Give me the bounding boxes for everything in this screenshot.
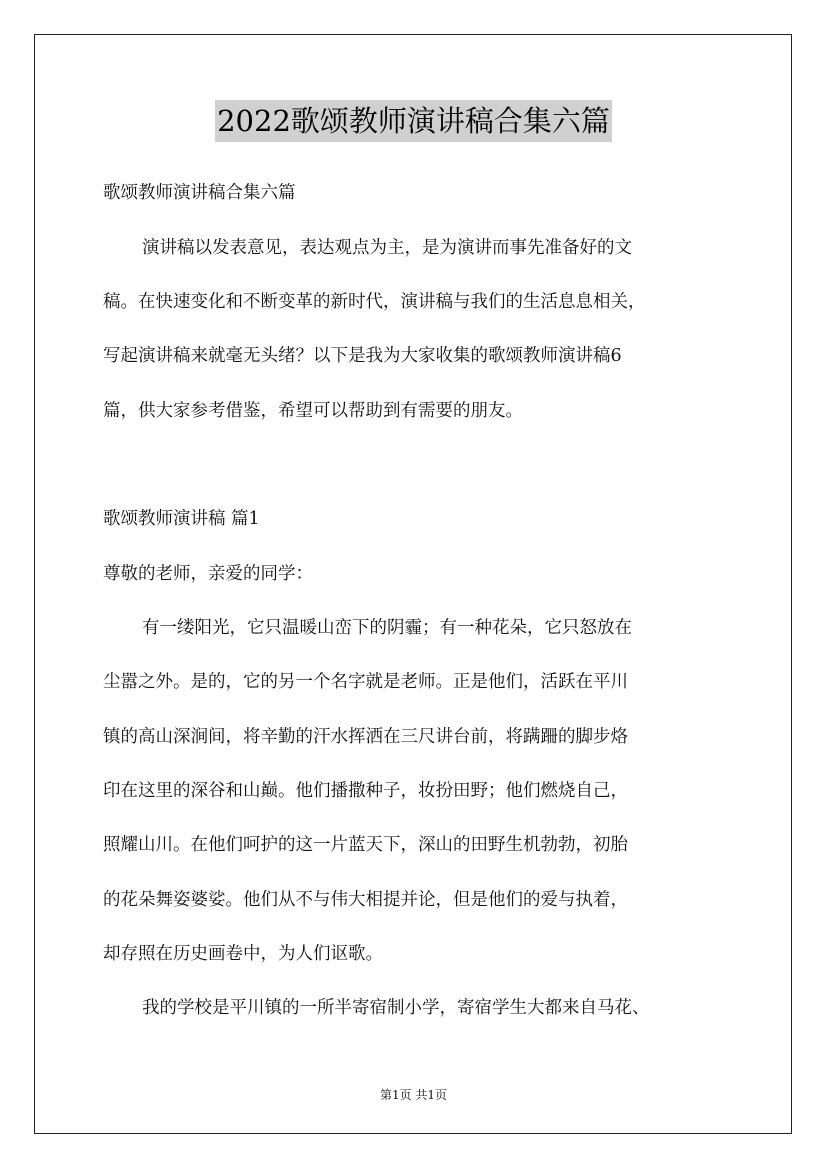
paragraph-line: 我的学校是平川镇的一所半寄宿制小学，寄宿学生大都来自马花、 — [142, 998, 650, 1018]
document-title: 2022歌颂教师演讲稿合集六篇 — [215, 100, 612, 142]
section-heading: 歌颂教师演讲稿 篇1 — [103, 509, 260, 529]
paragraph-line: 印在这里的深谷和山巅。他们播撒种子，妆扮田野；他们燃烧自己， — [103, 781, 628, 801]
title-container — [0, 100, 827, 142]
paragraph-line: 有一缕阳光，它只温暖山峦下的阴霾；有一种花朵，它只怒放在 — [142, 618, 632, 638]
paragraph-line: 照耀山川。在他们呵护的这一片蓝天下，深山的田野生机勃勃，初胎 — [103, 835, 628, 855]
paragraph-line: 篇，供大家参考借鉴，希望可以帮助到有需要的朋友。 — [103, 401, 523, 421]
salutation-line: 尊敬的老师，亲爱的同学： — [103, 564, 313, 584]
paragraph-line: 演讲稿以发表意见，表达观点为主，是为演讲而事先准备好的文 — [142, 238, 632, 258]
paragraph-line: 尘嚣之外。是的，它的另一个名字就是老师。正是他们，活跃在平川 — [103, 672, 628, 692]
paragraph-line: 写起演讲稿来就毫无头绪？以下是我为大家收集的歌颂教师演讲稿6 — [103, 346, 622, 366]
subtitle-line: 歌颂教师演讲稿合集六篇 — [103, 183, 296, 203]
paragraph-line: 镇的高山深涧间，将辛勤的汗水挥洒在三尺讲台前，将蹒跚的脚步烙 — [103, 727, 628, 747]
paragraph-line: 的花朵舞姿婆娑。他们从不与伟大相提并论，但是他们的爱与执着， — [103, 890, 628, 910]
paragraph-line: 却存照在历史画卷中，为人们讴歌。 — [103, 944, 383, 964]
paragraph-line: 稿。在快速变化和不断变革的新时代，演讲稿与我们的生活息息相关， — [103, 292, 646, 312]
page-footer: 第1页 共1页 — [379, 1088, 448, 1102]
